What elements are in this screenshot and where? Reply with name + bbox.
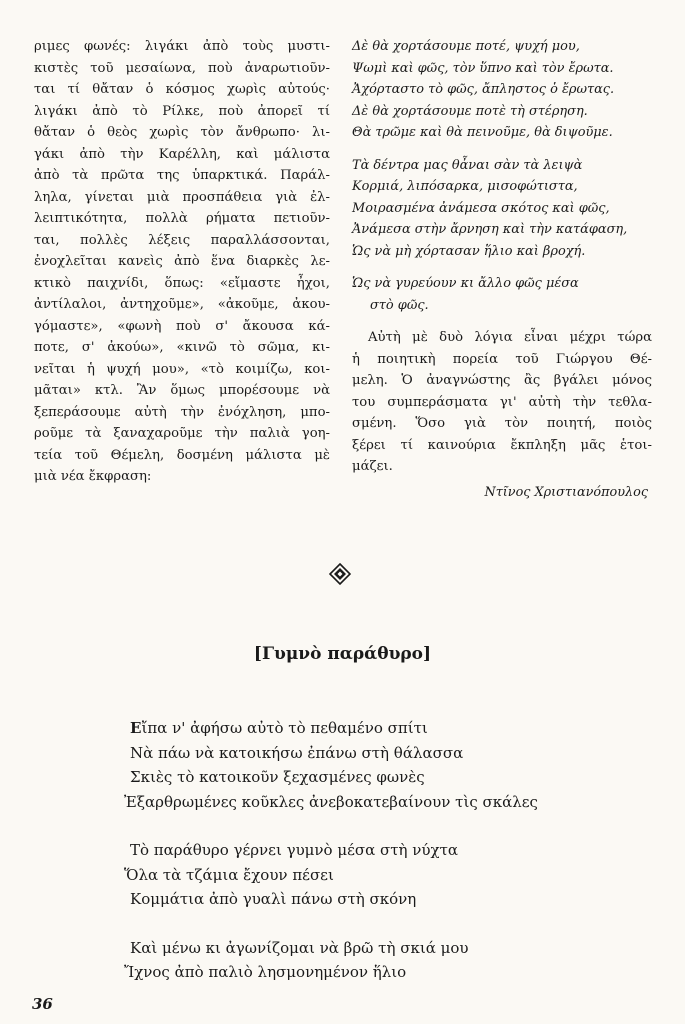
poem-first-line — [130, 716, 650, 741]
prose-line: του συμπεράσματα γι' αὐτὴ τὴν τεθλα- — [352, 394, 652, 410]
quoted-stanza-2 — [352, 155, 652, 263]
prose-line: λιγάκι ἀπὸ τὸ Ρίλκε, ποὺ ἀπορεῖ τί — [34, 103, 330, 119]
prose-line: μελη. Ὁ ἀναγνώστης ἂς βγάλει μόνος — [352, 373, 652, 388]
verse-line: Ἐξαρθρωμένες κοῦκλες ἀνεβοκατεβαίνουν τὶς σκάλες — [124, 792, 538, 811]
verse-line: Δὲ θὰ χορτάσουμε ποτὲ τὴ στέρηση. — [352, 103, 588, 119]
page-number: 36 — [32, 995, 53, 1013]
verse-line: Ὡς νὰ μὴ χόρτασαν ἥλιο καὶ βροχή. — [352, 243, 586, 259]
verse-line: Ἀχόρταστο τὸ φῶς, ἄπληστος ὁ ἔρωτας. — [352, 82, 615, 97]
verse-line: Ὅλα τὰ τζάμια ἔχουν πέσει — [124, 865, 334, 884]
verse-line: Μοιρασμένα ἀνάμεσα σκότος καὶ φῶς, — [352, 200, 610, 216]
prose-line: γόμαστε», «φωνὴ ποὺ σ' ἄκουσα κά- — [34, 318, 330, 334]
initial-letter: Ε — [130, 719, 142, 737]
verse-line: Καὶ μένω κι ἀγωνίζομαι νὰ βρῶ τὴ σκιά μου — [130, 938, 469, 957]
verse-line: Κορμιά, λιπόσαρκα, μισοφώτιστα, — [352, 179, 578, 194]
prose-line: ποτε, σ' ἀκούω», «κινῶ τὸ σῶμα, κι- — [34, 340, 330, 355]
verse-line: Δὲ θὰ χορτάσουμε ποτέ, ψυχή μου, — [352, 39, 580, 54]
prose-line: Αὐτὴ μὲ δυὸ λόγια εἶναι μέχρι τώρα — [368, 330, 652, 345]
prose-line: ται τί θἄταν ὁ κόσμος χωρὶς αὐτούς· — [34, 82, 330, 97]
verse-line: στὸ φῶς. — [370, 297, 429, 313]
prose-line: ριμες φωνές: λιγάκι ἀπὸ τοὺς μυστι- — [34, 39, 330, 54]
prose-line: γάκι ἀπὸ τὴν Καρέλλη, καὶ μάλιστα — [34, 146, 330, 162]
verse-line: Νὰ πάω νὰ κατοικήσω ἐπάνω στὴ θάλασσα — [130, 743, 464, 762]
prose-line: ἡ ποιητικὴ πορεία τοῦ Γιώργου Θέ- — [352, 351, 652, 367]
verse-line: Θὰ τρῶμε καὶ θὰ πεινοῦμε, θὰ διψοῦμε. — [352, 125, 613, 140]
poem-body — [124, 716, 650, 985]
first-line-text: ἴπα ν' ἀφήσω αὐτὸ τὸ πεθαμένο σπίτι — [141, 719, 428, 737]
prose-line: ἀντίλαλοι, ἀντηχοῦμε», «ἀκοῦμε, ἀκου- — [34, 297, 330, 312]
prose-line: ξέρει τί καινούρια ἔκπληξη μᾶς ἑτοι- — [352, 437, 652, 453]
right-column — [352, 36, 652, 503]
prose-line: μιὰ νέα ἔκφραση: — [34, 469, 152, 484]
verse-line: Ἴχνος ἀπὸ παλιὸ λησμονημένον ἥλιο — [124, 963, 407, 981]
verse-line: Σκιὲς τὸ κατοικοῦν ξεχασμένες φωνὲς — [130, 768, 425, 786]
prose-line: κτικὸ παιχνίδι, ὅπως: «εἴμαστε ἦχοι, — [34, 275, 330, 291]
prose-line: μᾶται» κτλ. Ἂν ὅμως μπορέσουμε νὰ — [34, 383, 330, 398]
prose-line: τεία τοῦ Θέμελη, δοσμένη μάλιστα μὲ — [34, 447, 330, 463]
verse-line: Ψωμὶ καὶ φῶς, τὸν ὕπνο καὶ τὸν ἔρωτα. — [352, 60, 614, 76]
poem-title: [Γυμνὸ παράθυρο] — [253, 644, 432, 664]
quoted-stanza-3 — [352, 273, 652, 316]
prose-line: σμένη. Ὅσο γιὰ τὸν ποιητή, ποιὸς — [352, 416, 652, 431]
prose-line: κιστὲς τοῦ μεσαίωνα, ποὺ ἀναρωτιοῦν- — [34, 60, 330, 76]
quoted-stanza-1 — [352, 36, 652, 144]
conclusion-paragraph — [352, 327, 652, 478]
verse-line: Ὡς νὰ γυρεύουν κι ἄλλο φῶς μέσα — [352, 276, 579, 291]
verse-line: Τὸ παράθυρο γέρνει γυμνὸ μέσα στὴ νύχτα — [130, 841, 459, 859]
prose-line: ληλα, γίνεται μιὰ προσπάθεια γιὰ ἐλ- — [34, 189, 330, 205]
prose-line: ἀπὸ τὰ πρῶτα της ὑπαρκτικά. Παράλ- — [34, 168, 330, 183]
prose-line: ροῦμε τὰ ξαναχαροῦμε τὴν παλιὰ γοη- — [34, 426, 330, 441]
prose-line: ται, πολλὲς λέξεις παραλλάσσονται, — [34, 232, 330, 248]
prose-line: ξεπεράσουμε αὐτὴ τὴν ἐνόχληση, μπο- — [34, 404, 330, 420]
prose-line: λειπτικότητα, πολλὰ ρήματα πετιοῦν- — [34, 211, 330, 226]
verse-line: Κομμάτια ἀπὸ γυαλὶ πάνω στὴ σκόνη — [130, 890, 417, 908]
prose-line: θἄταν ὁ θεὸς χωρὶς τὸν ἄνθρωπο· λι- — [34, 125, 330, 140]
author-signature: Ντῖνος Χριστιανόπουλος — [484, 484, 648, 500]
left-column — [34, 36, 330, 488]
verse-line: Τὰ δέντρα μας θἆναι σὰν τὰ λειψὰ — [352, 157, 583, 173]
verse-line: Ἀνάμεσα στὴν ἄρνηση καὶ τὴν κατάφαση, — [352, 222, 628, 237]
prose-line: μάζει. — [352, 459, 393, 474]
prose-line: ἐνοχλεῖται κανεὶς ἀπὸ ἕνα διαρκὲς λε- — [34, 254, 330, 269]
diamond-ornament-icon — [329, 563, 351, 585]
prose-line: νεῖται ἡ ψυχή μου», «τὸ κοιμίζω, κοι- — [34, 361, 330, 377]
